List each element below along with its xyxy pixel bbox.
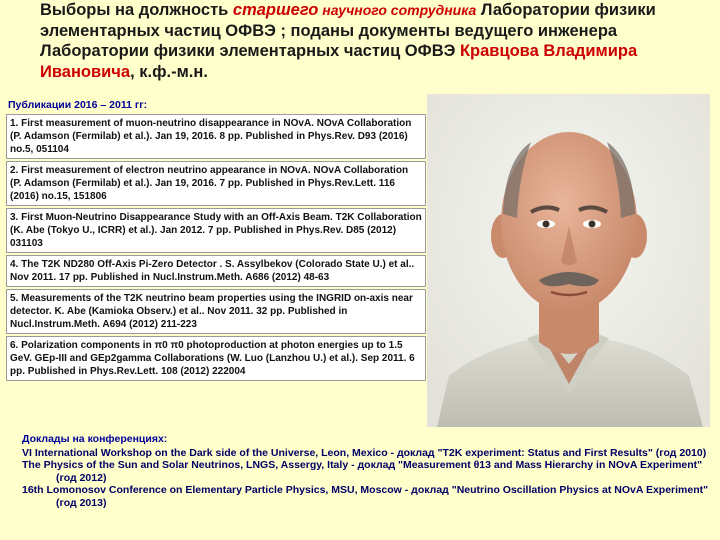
publications-header: Публикации 2016 – 2011 гг:: [8, 99, 148, 111]
publication-item: 1. First measurement of muon-neutrino disappearance in NOvA. NOvA Collaboration (P. Adamson (Fermilab) et al.). Jan 19, 2016. 8 pp. Published in Phys.Rev. D93 (2016) no.5, 051104: [6, 114, 426, 159]
conferences-list: [22, 447, 712, 509]
title-part-1: Выборы на должность: [40, 1, 233, 19]
publication-item: 2. First measurement of electron neutrino appearance in NOvA. NOvA Collaboration (P. Adamson (Fermilab) et al.). Jan 19, 2016. 7 pp. Published in Phys.Rev.Lett. 116 (2016) no.15, 151806: [6, 161, 426, 206]
title-degree: , к.ф.-м.н.: [130, 62, 208, 81]
publication-item: 6. Polarization components in π0 π0 photoproduction at photon energies up to 1.5 GeV. GEp-III and GEp2gamma Collaborations (W. Luo (Lanzhou U.) et al.). Sep 2011. 6 pp. Published in Phys.Rev.Lett. 108 (2012) 222004: [6, 336, 426, 381]
title-candidate-name: Кравцова Владимира Ивановича: [40, 42, 638, 81]
page-title: [40, 0, 710, 82]
publication-item: 3. First Muon-Neutrino Disappearance Study with an Off-Axis Beam. T2K Collaboration (K. Abe (Tokyo U., ICRR) et al.). Jan 2012. 7 pp. Published in Phys.Rev. D85 (2012) 031103: [6, 208, 426, 253]
conference-item: VI International Workshop on the Dark side of the Universe, Leon, Mexico - доклад "T2K experiment: Status and First Results" (год 2010): [22, 447, 707, 459]
conference-item: The Physics of the Sun and Solar Neutrinos, LNGS, Assergy, Italy - доклад "Measurement θ13 and Mass Hierarchy in NOvA Experiment" (год 2012): [22, 459, 703, 484]
publication-item: 5. Measurements of the T2K neutrino beam properties using the INGRID on-axis near detector. K. Abe (Kamioka Observ.) et al.. Nov 2011. 32 pp. Published in Nucl.Instrum.Meth. A694 (2012) 211-223: [6, 289, 426, 334]
title-part-4: Лаборатории физики элементарных частиц ОФВЭ ; поданы документы ведущего инженера Лаборатории физики элементарных частиц ОФВЭ: [40, 1, 656, 60]
publications-list: [6, 114, 426, 383]
title-position-suffix: научного сотрудника: [318, 2, 477, 18]
conference-item: 16th Lomonosov Conference on Elementary Particle Physics, MSU, Moscow - доклад "Neutrino Oscillation Physics at NOvA Experiment" (год 2013): [22, 484, 709, 509]
portrait-photo-icon: [427, 94, 710, 427]
conferences-header: Доклады на конференциях:: [22, 433, 168, 445]
title-position: старшего: [232, 1, 319, 19]
publication-item: 4. The T2K ND280 Off-Axis Pi-Zero Detector . S. Assylbekov (Colorado State U.) et al.. Nov 2011. 17 pp. Published in Nucl.Instrum.Meth. A686 (2012) 48-63: [6, 255, 426, 287]
portrait-photo: [427, 94, 710, 427]
